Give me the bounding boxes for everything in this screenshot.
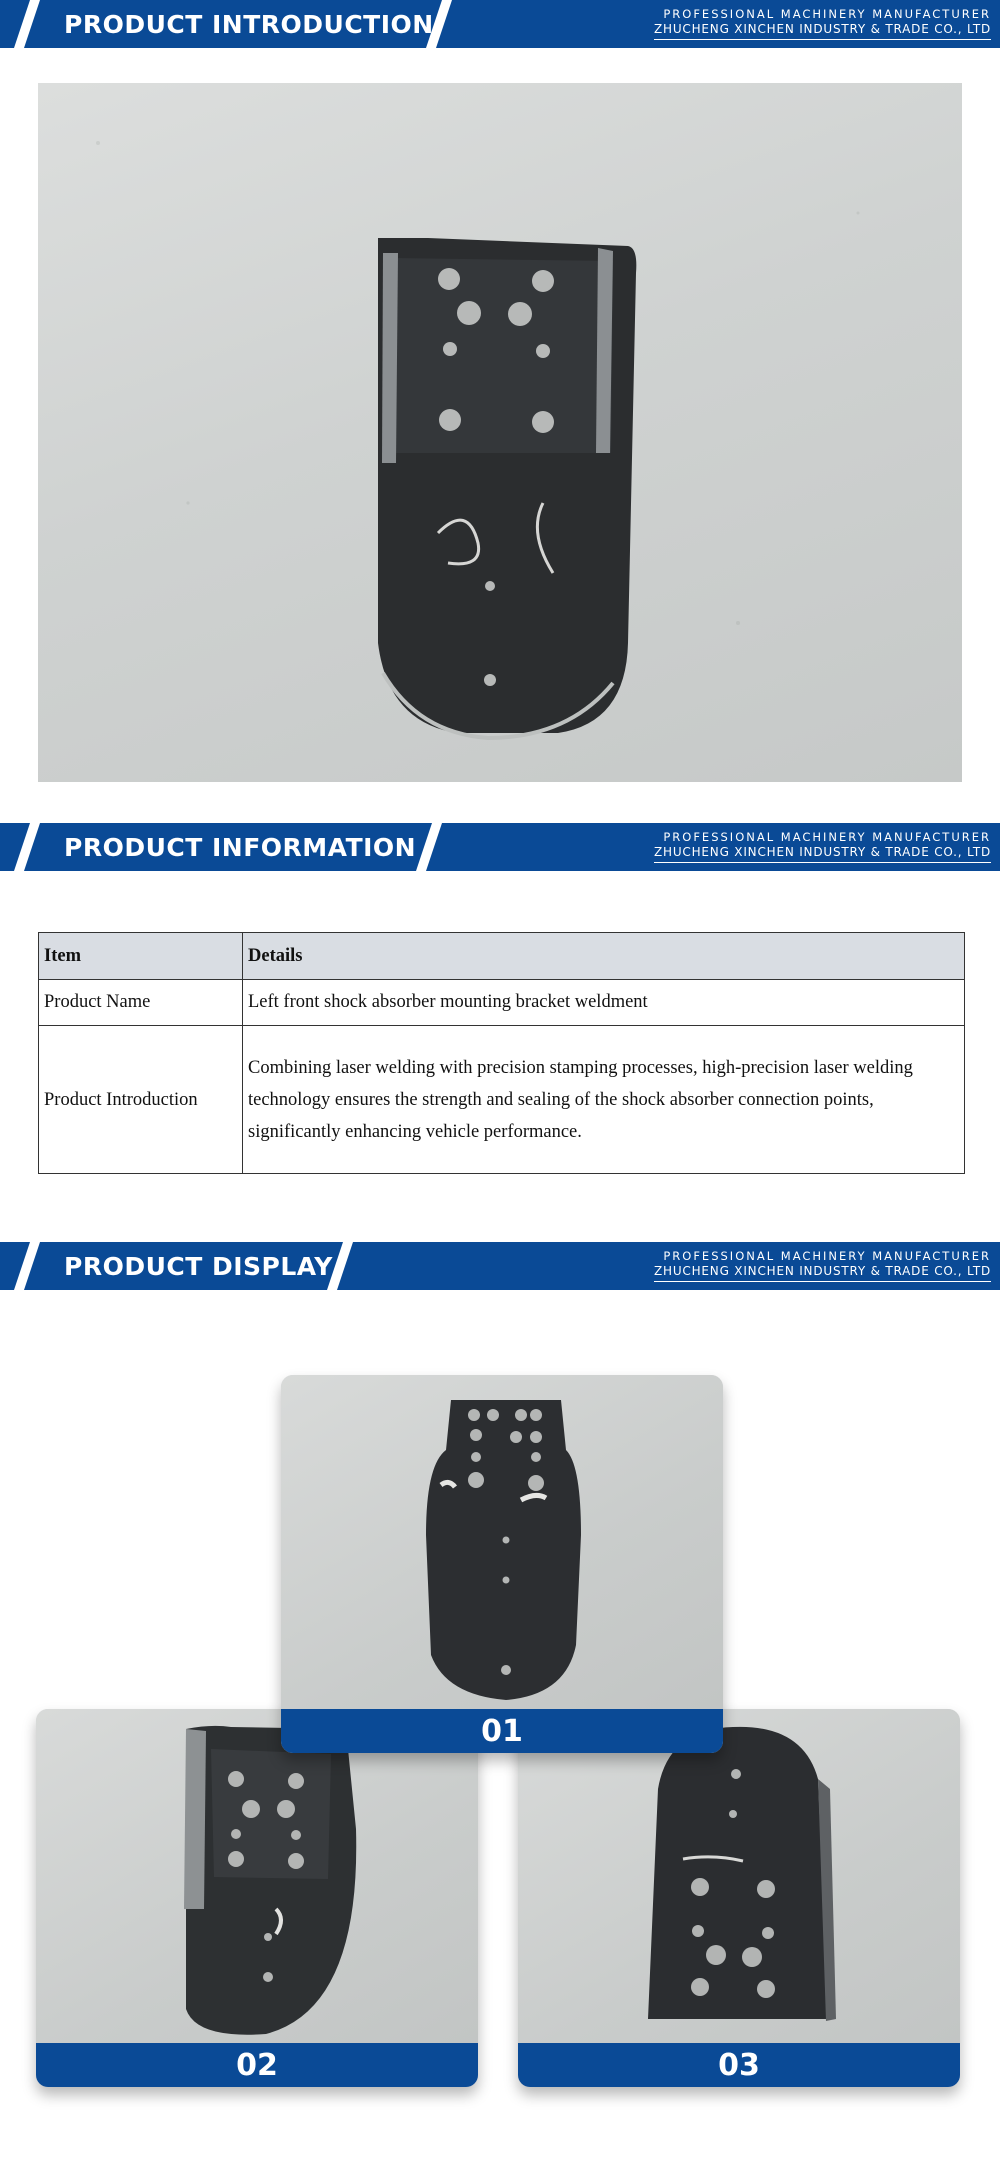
section-title: PRODUCT DISPLAY	[64, 1252, 333, 1281]
gallery-card-01	[36, 1709, 478, 2087]
company-tagline	[654, 830, 991, 863]
row-details: Left front shock absorber mounting bracket weldment	[243, 980, 965, 1026]
gallery-label: 01	[281, 1709, 723, 1753]
gallery-label: 03	[518, 2043, 960, 2087]
tagline-line1: PROFESSIONAL MACHINERY MANUFACTURER	[663, 830, 991, 844]
product-photo-01	[281, 1375, 723, 1709]
header-details: Details	[243, 933, 965, 980]
bracket-illustration	[38, 83, 962, 782]
company-tagline	[654, 1249, 991, 1282]
bracket-front-view	[281, 1375, 723, 1709]
tagline-line2: ZHUCHENG XINCHEN INDUSTRY & TRADE CO., LTD	[654, 22, 991, 40]
bracket-angled-view	[36, 1709, 478, 2043]
table-row	[39, 980, 965, 1026]
section-title: PRODUCT INTRODUCTION	[64, 10, 434, 39]
row-item: Product Name	[39, 980, 243, 1026]
gallery-card-03	[518, 1709, 960, 2087]
section-banner-information	[0, 823, 1000, 871]
product-main-photo	[38, 83, 962, 782]
section-banner-display	[0, 1242, 1000, 1290]
product-photo-03	[518, 1709, 960, 2043]
table-header-row	[39, 933, 965, 980]
tagline-line1: PROFESSIONAL MACHINERY MANUFACTURER	[663, 1249, 991, 1263]
row-item: Product Introduction	[39, 1026, 243, 1174]
gallery-label: 02	[36, 2043, 478, 2087]
bracket-inverted-view	[518, 1709, 960, 2043]
gallery-card-01-top	[281, 1375, 723, 1753]
product-photo-02	[36, 1709, 478, 2043]
row-details: Combining laser welding with precision stamping processes, high-precision laser welding technology ensures the strength and sealing of the shock absorber connection points, significantly enhancing vehicle performance.	[243, 1026, 965, 1174]
section-banner-introduction	[0, 0, 1000, 48]
section-title: PRODUCT INFORMATION	[64, 833, 417, 862]
company-tagline	[654, 7, 991, 40]
header-item: Item	[39, 933, 243, 980]
tagline-line2: ZHUCHENG XINCHEN INDUSTRY & TRADE CO., LTD	[654, 845, 991, 863]
tagline-line1: PROFESSIONAL MACHINERY MANUFACTURER	[663, 7, 991, 21]
product-info-table	[38, 932, 965, 1174]
table-row	[39, 1026, 965, 1174]
tagline-line2: ZHUCHENG XINCHEN INDUSTRY & TRADE CO., LTD	[654, 1264, 991, 1282]
